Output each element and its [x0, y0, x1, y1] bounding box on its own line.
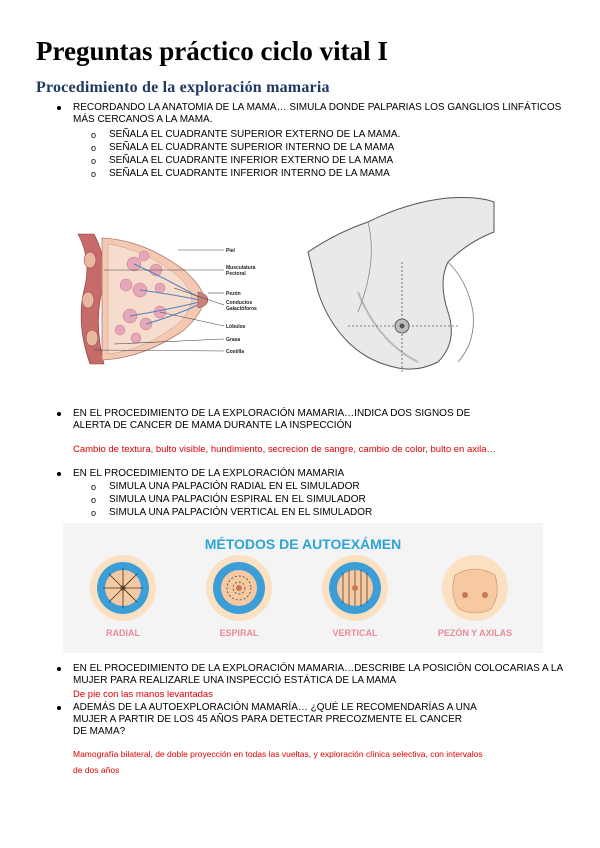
q2-line2: ALERTA DE CANCER DE MAMA DURANTE LA INSPECCIÓN: [73, 420, 352, 431]
q4-line1: EN EL PROCEDIMIENTO DE LA EXPLORACIÓN MAMARIA…DESCRIBE LA POSICIÓN COLOCARIAS A LA: [73, 663, 564, 674]
q3-item: SIMULA UNA PALPACIÓN ESPIRAL EN EL SIMULADOR: [109, 494, 366, 505]
page-title: Preguntas práctico ciclo vital I: [36, 36, 388, 66]
sub-bullet-marker: o: [91, 143, 97, 153]
bullet-marker: [57, 667, 61, 671]
q4-line2: MUJER PARA REALIZARLE UNA INSPECCIÓ ESTÁTICA DE LA MAMA: [73, 675, 397, 686]
anatomy-label: Costilla: [226, 349, 245, 355]
method-label: RADIAL: [106, 628, 140, 638]
q5-line1: ADEMÁS DE LA AUTOEXPLORACIÓN MAMARÍA… ¿QUÉ LE RECOMENDARÍAS A UNA: [73, 702, 477, 713]
q1-item: SEÑALA EL CUADRANTE INFERIOR EXTERNO DE LA MAMA: [109, 155, 394, 166]
q3-line1: EN EL PROCEDIMIENTO DE LA EXPLORACIÓN MAMARIA: [73, 468, 345, 479]
bullet-marker: [57, 706, 61, 710]
q1-line2: MÁS CERCANOS A LA MAMA.: [73, 114, 213, 125]
q1-item: SEÑALA EL CUADRANTE SUPERIOR INTERNO DE LA MAMA: [109, 142, 395, 153]
self-exam-methods-image: [63, 523, 543, 653]
section-title: Procedimiento de la exploración mamaria: [36, 79, 330, 96]
anatomy-label: Conductos: [226, 300, 253, 306]
q2-answer: Cambio de textura, bulto visible, hundimiento, secrecion de sangre, cambio de color, bulto en axila…: [73, 444, 496, 455]
bullet-marker: [57, 472, 61, 476]
anatomy-label: Lóbulos: [226, 324, 246, 330]
q4-answer: De pie con las manos levantadas: [73, 689, 213, 700]
sub-bullet-marker: o: [91, 156, 97, 166]
method-label: PEZÓN Y AXILAS: [437, 628, 513, 638]
breast-anatomy-illustration: [74, 230, 264, 366]
anatomy-label: Galactóforos: [226, 306, 257, 312]
q2-line1: EN EL PROCEDIMIENTO DE LA EXPLORACIÓN MAMARIA…INDICA DOS SIGNOS DE: [73, 408, 471, 419]
methods-title: MÉTODOS DE AUTOEXÁMEN: [204, 536, 402, 552]
anatomy-label: Musculatura: [226, 265, 256, 271]
q1-line1: RECORDANDO LA ANATOMIA DE LA MAMA… SIMULA DONDE PALPARIAS LOS GANGLIOS LINFÁTICOS: [73, 102, 562, 113]
q3-item: SIMULA UNA PALPACIÓN VERTICAL EN EL SIMULADOR: [109, 507, 373, 518]
method-label: VERTICAL: [332, 628, 378, 638]
q3-item: SIMULA UNA PALPACIÓN RADIAL EN EL SIMULADOR: [109, 481, 360, 492]
q5-answer-line2: de dos años: [73, 765, 120, 775]
q5-answer-line1: Mamografía bilateral, de doble proyección en todas las vueltas, y exploración clínica selectiva, con intervalos: [73, 749, 483, 759]
anatomy-label: Grasa: [226, 337, 241, 343]
anatomy-label: Pectoral: [226, 271, 246, 277]
q1-item: SEÑALA EL CUADRANTE SUPERIOR EXTERNO DE LA MAMA.: [109, 129, 401, 140]
anatomy-label: Piel: [226, 248, 235, 254]
sub-bullet-marker: o: [91, 169, 97, 179]
sub-bullet-marker: o: [91, 482, 97, 492]
breast-quadrant-sketch: [298, 192, 498, 372]
bullet-marker: [57, 412, 61, 416]
method-label: ESPIRAL: [219, 628, 259, 638]
sub-bullet-marker: o: [91, 508, 97, 518]
q5-line3: DE MAMA?: [73, 726, 126, 737]
sub-bullet-marker: o: [91, 495, 97, 505]
bullet-marker: [57, 106, 61, 110]
q5-line2: MUJER A PARTIR DE LOS 45 AÑOS PARA DETECTAR PRECOZMENTE EL CANCER: [73, 714, 462, 725]
anatomy-label: Pezón: [226, 291, 241, 297]
sub-bullet-marker: o: [91, 130, 97, 140]
q1-item: SEÑALA EL CUADRANTE INFERIOR INTERNO DE LA MAMA: [109, 168, 390, 179]
